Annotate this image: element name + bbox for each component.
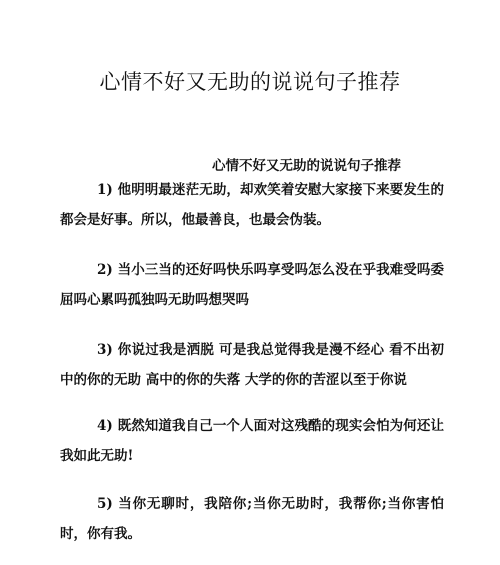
document-title: 心情不好又无助的说说句子推荐 — [99, 70, 401, 94]
paragraph-1: 1) 他明明最迷茫无助，却欢笑着安慰大家接下来要发生的都会是好事。所以，他最善良，也最会伪装。 — [60, 182, 444, 228]
paragraph-3: 3) 你说过我是洒脱 可是我总觉得我是漫不经心 看不出初中的你的无助 高中的你的失落 大学的你的苦涩以至于你说 — [60, 342, 444, 388]
paragraph-2: 2) 当小三当的还好吗快乐吗享受吗怎么没在乎我难受吗委屈吗心累吗孤独吗无助吗想哭吗 — [60, 262, 444, 308]
paragraph-4: 4) 既然知道我自己一个人面对这残酷的现实会怕为何还让我如此无助! — [60, 418, 444, 464]
paragraph-5: 5) 当你无聊时，我陪你;当你无助时，我帮你;当你害怕时，你有我。 — [60, 496, 444, 542]
document-subtitle: 心情不好又无助的说说句子推荐 — [212, 158, 401, 174]
